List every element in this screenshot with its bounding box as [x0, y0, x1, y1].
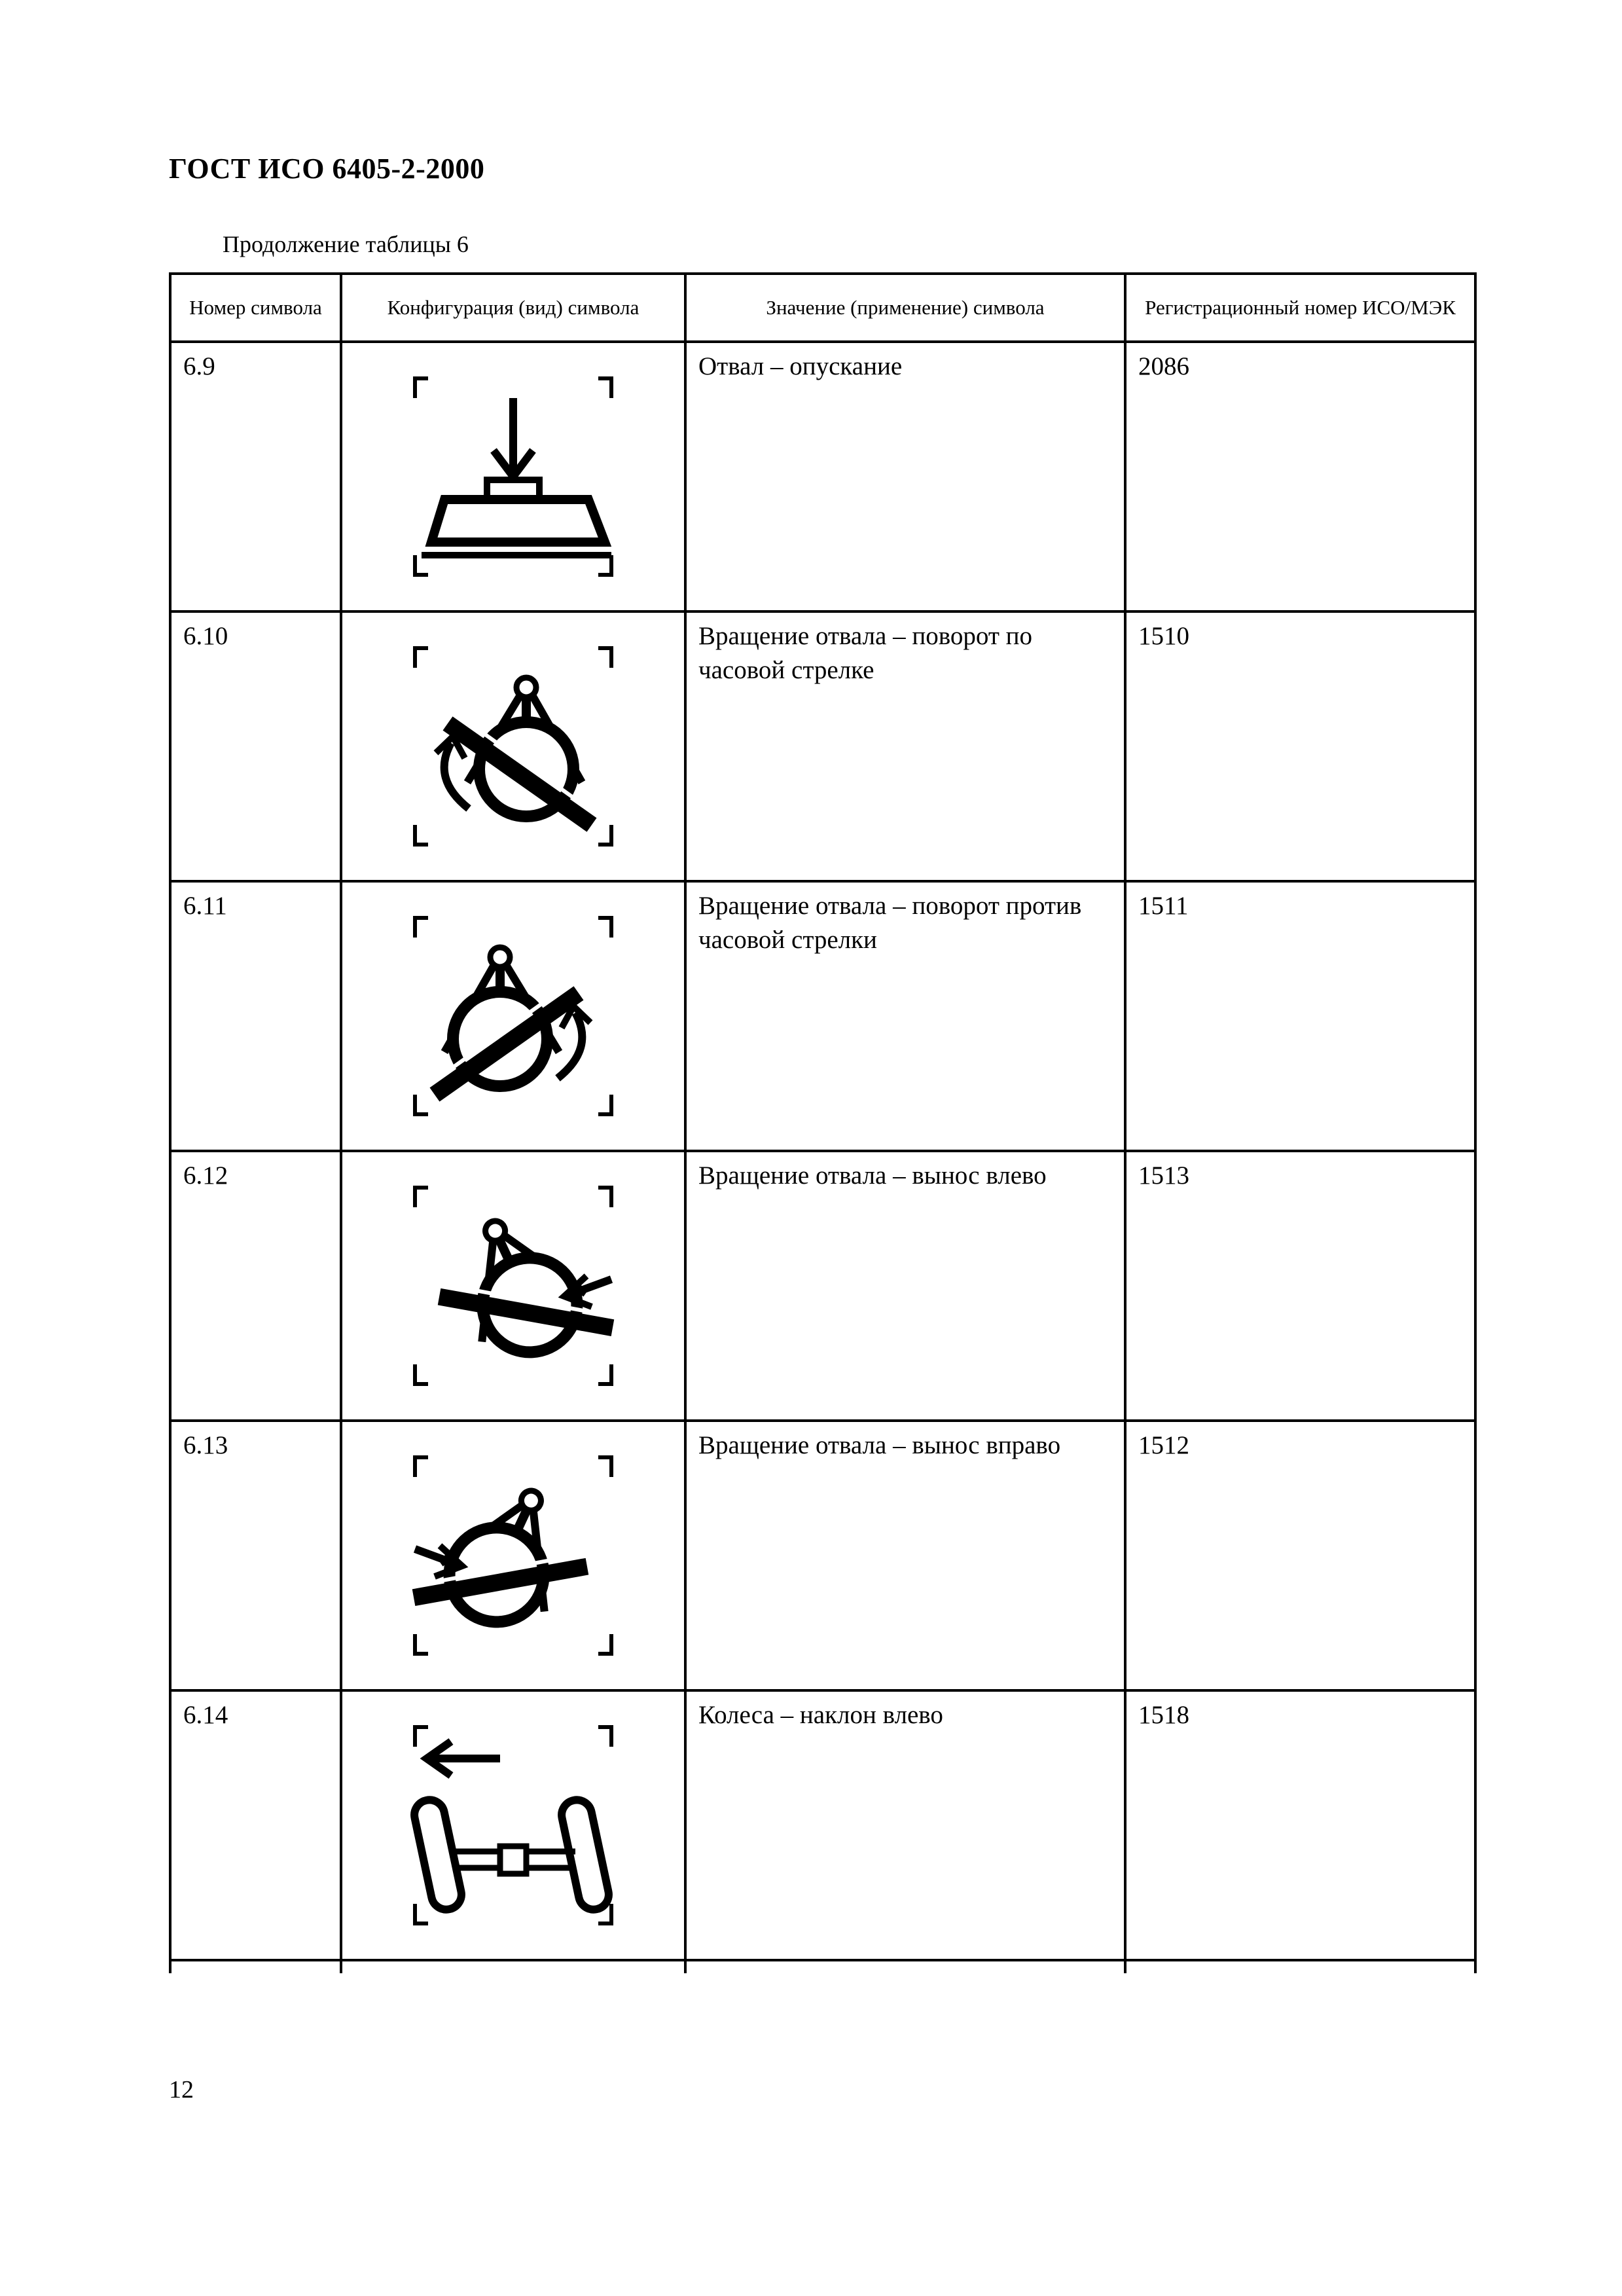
- symbol-cell: [341, 1690, 685, 1960]
- symbol-cell: [341, 881, 685, 1151]
- table-row: [170, 881, 1475, 1151]
- symbol-cell: [341, 611, 685, 881]
- continuation-cell: [341, 1960, 685, 1973]
- table-row: [170, 1421, 1475, 1690]
- registration-number: 1518: [1125, 1690, 1475, 1960]
- symbol-number: 6.11: [170, 881, 341, 1151]
- continuation-cell: [170, 1960, 341, 1973]
- registration-number: 1513: [1125, 1151, 1475, 1421]
- column-header-configuration: Конфигурация (вид) символа: [341, 274, 685, 342]
- column-header-number: Номер символа: [170, 274, 341, 342]
- blade-lower-icon: [395, 359, 631, 594]
- blade-sideshift-left-icon: [395, 1168, 631, 1404]
- table-row: [170, 611, 1475, 881]
- page-number: 12: [169, 2076, 194, 2104]
- symbol-cell: [341, 1151, 685, 1421]
- symbol-number: 6.9: [170, 342, 341, 611]
- table-continuation: [170, 1960, 1475, 1973]
- symbol-number: 6.14: [170, 1690, 341, 1960]
- registration-number: 1510: [1125, 611, 1475, 881]
- symbol-meaning: Вращение отвала – поворот по часовой стрелке: [685, 611, 1125, 881]
- blade-sideshift-right-icon: [395, 1438, 631, 1673]
- symbols-table: [169, 272, 1477, 1973]
- continuation-cell: [1125, 1960, 1475, 1973]
- table-row: [170, 1151, 1475, 1421]
- symbol-meaning: Вращение отвала – вынос влево: [685, 1151, 1125, 1421]
- column-header-meaning: Значение (применение) символа: [685, 274, 1125, 342]
- symbol-meaning: Вращение отвала – вынос вправо: [685, 1421, 1125, 1690]
- table-row: [170, 1690, 1475, 1960]
- symbol-number: 6.13: [170, 1421, 341, 1690]
- registration-number: 1511: [1125, 881, 1475, 1151]
- symbol-meaning: Отвал – опускание: [685, 342, 1125, 611]
- symbol-cell: [341, 342, 685, 611]
- blade-rotate-ccw-icon: [395, 898, 631, 1134]
- table-caption: Продолжение таблицы 6: [223, 231, 469, 257]
- symbol-number: 6.12: [170, 1151, 341, 1421]
- blade-rotate-cw-icon: [395, 629, 631, 864]
- table-header-row: [170, 274, 1475, 342]
- symbol-cell: [341, 1421, 685, 1690]
- document-title: ГОСТ ИСО 6405-2-2000: [169, 153, 485, 185]
- column-header-registration: Регистрационный номер ИСО/МЭК: [1125, 274, 1475, 342]
- symbol-meaning: Колеса – наклон влево: [685, 1690, 1125, 1960]
- symbol-number: 6.10: [170, 611, 341, 881]
- symbol-meaning: Вращение отвала – поворот против часовой стрелки: [685, 881, 1125, 1151]
- wheels-lean-left-icon: [395, 1707, 631, 1943]
- registration-number: 2086: [1125, 342, 1475, 611]
- table-row: [170, 342, 1475, 611]
- continuation-cell: [685, 1960, 1125, 1973]
- registration-number: 1512: [1125, 1421, 1475, 1690]
